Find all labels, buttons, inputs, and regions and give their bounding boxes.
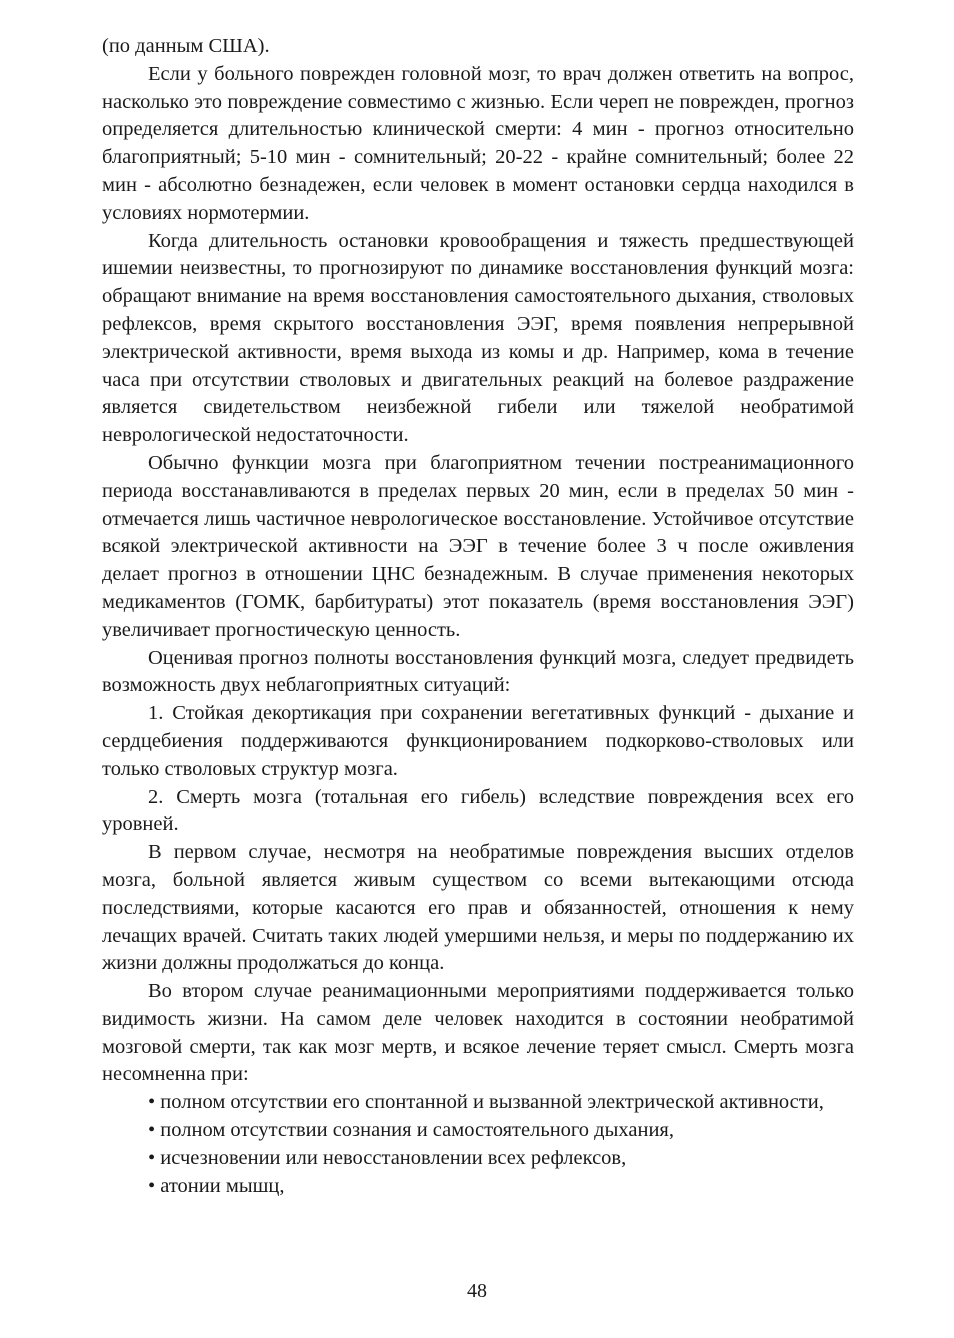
paragraph-recovery-timing: Обычно функции мозга при благоприятном течении постреанимационного периода восстанавливаются в пределах первых 20 мин, если в пределах 50 мин - отмечается лишь частичное неврологическое восстановление. Устойчивое отсутствие всякой электрической активности на ЭЭГ в течение более 3 ч после оживления делает прогноз в отношении ЦНС безнадежным. В случае применения некоторых медикаментов (ГОМК, барбитураты) этот показатель (время восстановления ЭЭГ) увеличивает прогностическую ценность.: [102, 451, 854, 641]
bullet-item-consciousness: • полном отсутствии сознания и самостоятельного дыхания,: [148, 1119, 674, 1142]
page-text: [102, 33, 854, 1200]
bullet-item-reflexes: • исчезновении или невосстановлении всех рефлексов,: [148, 1146, 627, 1169]
paragraph-two-situations: Оценивая прогноз полноты восстановления функций мозга, следует предвидеть возможность двух неблагоприятных ситуаций:: [102, 646, 854, 697]
paragraph-brain-damage-prognosis: Если у больного поврежден головной мозг, то врач должен ответить на вопрос, насколько это повреждение совместимо с жизнью. Если череп не поврежден, прогноз определяется длительностью клинической смерти: 4 мин - прогноз относительно благоприятный; 5-10 мин - сомнительный; 20-22 - крайне сомнительный; более 22 мин - абсолютно безнадежен, если человек в момент остановки сердца находился в условиях нормотермии.: [102, 62, 854, 224]
paragraph-continuation: (по данным США).: [102, 35, 270, 57]
bullet-item-atony: • атонии мышц,: [148, 1174, 285, 1197]
list-item-brain-death: 2. Смерть мозга (тотальная его гибель) вследствие повреждения всех его уровней.: [102, 785, 854, 836]
list-item-decortication: 1. Стойкая декортикация при сохранении вегетативных функций - дыхание и сердцебиения поддерживаются функционированием подкорково-стволовых или только стволовых структур мозга.: [102, 702, 854, 780]
paragraph-second-case: Во втором случае реанимационными мероприятиями поддерживается только видимость жизни. На самом деле человек находится в состоянии необратимой мозговой смерти, так как мозг мертв, и всякое лечение теряет смысл. Смерть мозга несомненна при:: [102, 980, 854, 1086]
paragraph-first-case: В первом случае, несмотря на необратимые повреждения высших отделов мозга, больной является живым существом со всеми вытекающими отсюда последствиями, которые касаются его прав и обязанностей, отношения к нему лечащих врачей. Считать таких людей умершими нельзя, и меры по поддержанию их жизни должны продолжаться до конца.: [102, 841, 854, 975]
page-number: 48: [467, 1280, 487, 1302]
bullet-item-electrical-activity: • полном отсутствии его спонтанной и вызванной электрической активности,: [148, 1091, 824, 1114]
paragraph-unknown-duration: Когда длительность остановки кровообращения и тяжесть предшествующей ишемии неизвестны, то прогнозируют по динамике восстановления функций мозга: обращают внимание на время восстановления самостоятельного дыхания, стволовых рефлексов, время скрытого восстановления ЭЭГ, время появления непрерывной электрической активности, время выхода из комы и др. Например, кома в течение часа при отсутствии стволовых и двигательных реакций на болевое раздражение является свидетельством неизбежной гибели или тяжелой необратимой неврологической недостаточности.: [102, 229, 854, 447]
